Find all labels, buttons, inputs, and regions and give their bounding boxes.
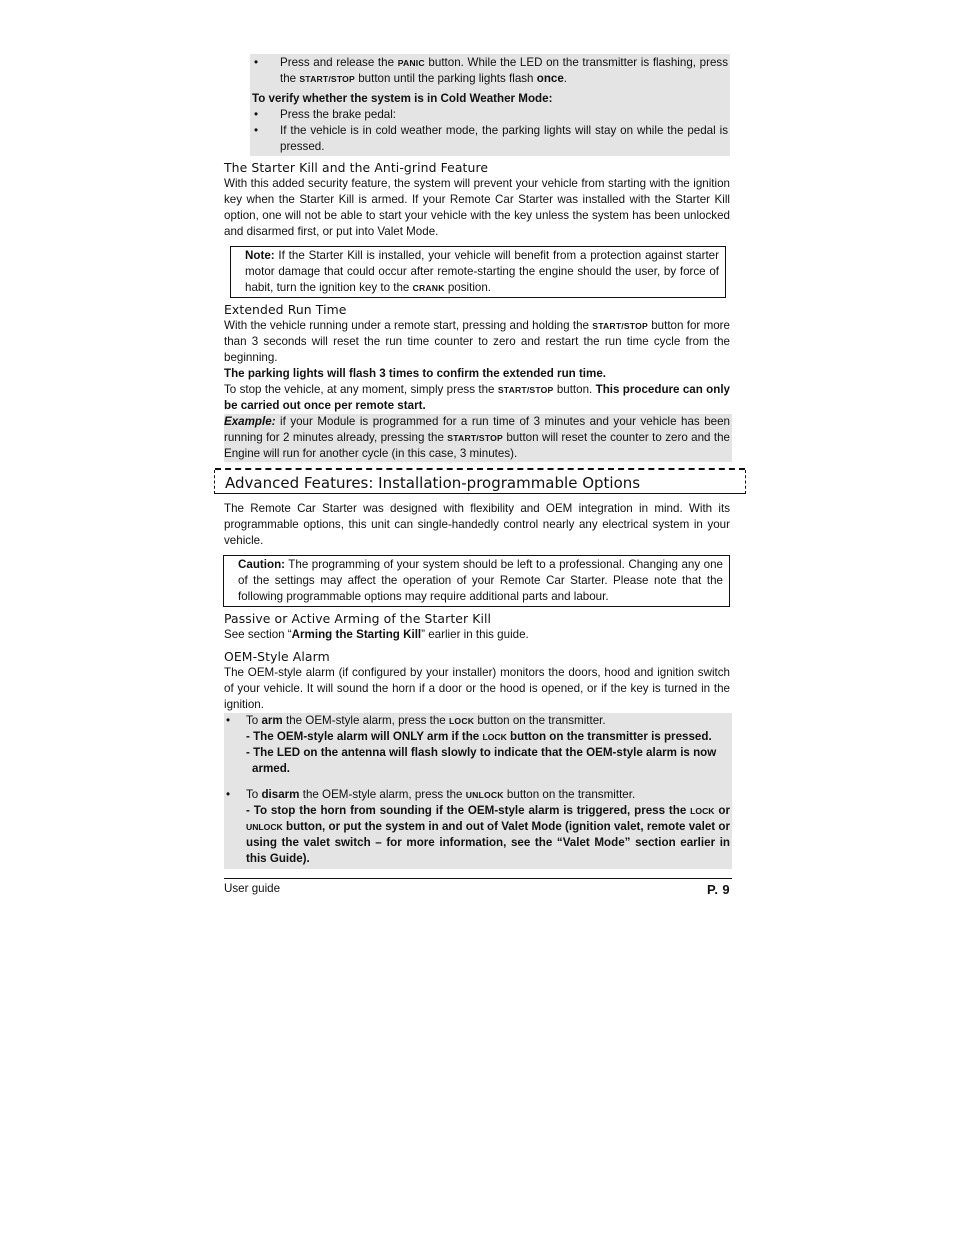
bullet-icon: • <box>226 714 231 727</box>
extended-stop: To stop the vehicle, at any moment, simply press the START/STOP button. This procedure can only be carried out once per remote start. <box>224 383 730 412</box>
note-box: Note: If the Starter Kill is installed, your vehicle will benefit from a protection against starter motor damage that could occur after remote-starting the engine should the user, by force of habit, turn the ignition key to the CRANK position. <box>230 246 726 298</box>
list-item: • To arm the OEM-style alarm, press the LOCK button on the transmitter. <box>226 714 606 727</box>
extended-paragraph: With the vehicle running under a remote start, pressing and holding the START/STOP button for more than 3 seconds will reset the run time counter to zero and restart the run time cycle from the beginning. <box>224 319 730 364</box>
list-item: • Press the brake pedal: <box>254 108 397 121</box>
list-item: • Press and release the PANIC button. While the LED on the transmitter is flashing, press the START/STOP button until the parking lights flash once. <box>254 56 728 85</box>
page-content <box>224 54 730 869</box>
page-footer <box>224 878 732 895</box>
oem-paragraph: The OEM-style alarm (if configured by your installer) monitors the doors, hood and ignition switch of your vehicle. It will sound the horn if a door or the hood is opened, or if the key is turned in the ignition. <box>224 666 730 711</box>
starter-kill-paragraph: With this added security feature, the system will prevent your vehicle from starting with the ignition key when the Starter Kill is armed. If your Remote Car Starter was installed with the Starter Kill option, one will not be able to start your vehicle with the key unless the system has been unlocked and disarmed first, or put into Valet Mode. <box>224 177 730 238</box>
section-heading-extended-run: Extended Run Time <box>224 302 347 317</box>
chapter-heading-box <box>214 470 746 494</box>
disarm-note: - To stop the horn from sounding if the OEM-style alarm is triggered, press the LOCK or UNLOCK button, or put the system in and out of Valet Mode (ignition valet, remote valet or using the valet switch – for more information, see the “Valet Mode” section earlier in this Guide). <box>246 804 730 865</box>
bullet-icon: • <box>254 108 259 121</box>
bullet-icon: • <box>254 124 259 137</box>
list-item: • To disarm the OEM-style alarm, press the UNLOCK button on the transmitter. <box>226 788 636 801</box>
cold-weather-block <box>250 54 730 156</box>
advanced-paragraph: The Remote Car Starter was designed with flexibility and OEM integration in mind. With its programmable options, this unit can single-handedly control nearly any electrical system in your vehicle. <box>224 502 730 547</box>
arm-note-2: - The LED on the antenna will flash slowly to indicate that the OEM-style alarm is now armed. <box>246 746 717 775</box>
chapter-heading: Advanced Features: Installation-programmable Options <box>225 474 641 492</box>
section-heading-starter-kill: The Starter Kill and the Anti-grind Feature <box>224 160 489 175</box>
verify-heading: To verify whether the system is in Cold Weather Mode: <box>252 92 553 105</box>
arm-note-1: - The OEM-style alarm will ONLY arm if the LOCK button on the transmitter is pressed. <box>246 730 712 743</box>
extended-confirm: The parking lights will flash 3 times to confirm the extended run time. <box>224 367 607 380</box>
bullet-icon: • <box>254 56 259 69</box>
page-number: P. 9 <box>706 882 730 897</box>
list-item: • If the vehicle is in cold weather mode, the parking lights will stay on while the pedal is pressed. <box>254 124 728 153</box>
oem-instructions-block <box>224 713 732 869</box>
footer-label: User guide <box>224 882 281 895</box>
section-heading-oem: OEM-Style Alarm <box>224 649 330 664</box>
example-block: Example: if your Module is programmed for a run time of 3 minutes and your vehicle has been running for 2 minutes already, pressing the START/STOP button will reset the counter to zero and the Engine will run for another cycle (in this case, 3 minutes). <box>224 415 731 460</box>
section-heading-passive: Passive or Active Arming of the Starter Kill <box>224 611 492 626</box>
caution-box: Caution: The programming of your system should be left to a professional. Changing any one of the settings may affect the operation of your Remote Car Starter. Please note that the following programmable options may require additional parts and labour. <box>223 555 730 607</box>
passive-paragraph: See section “Arming the Starting Kill” earlier in this guide. <box>224 628 529 641</box>
spacer <box>224 777 730 787</box>
bullet-icon: • <box>226 788 231 801</box>
